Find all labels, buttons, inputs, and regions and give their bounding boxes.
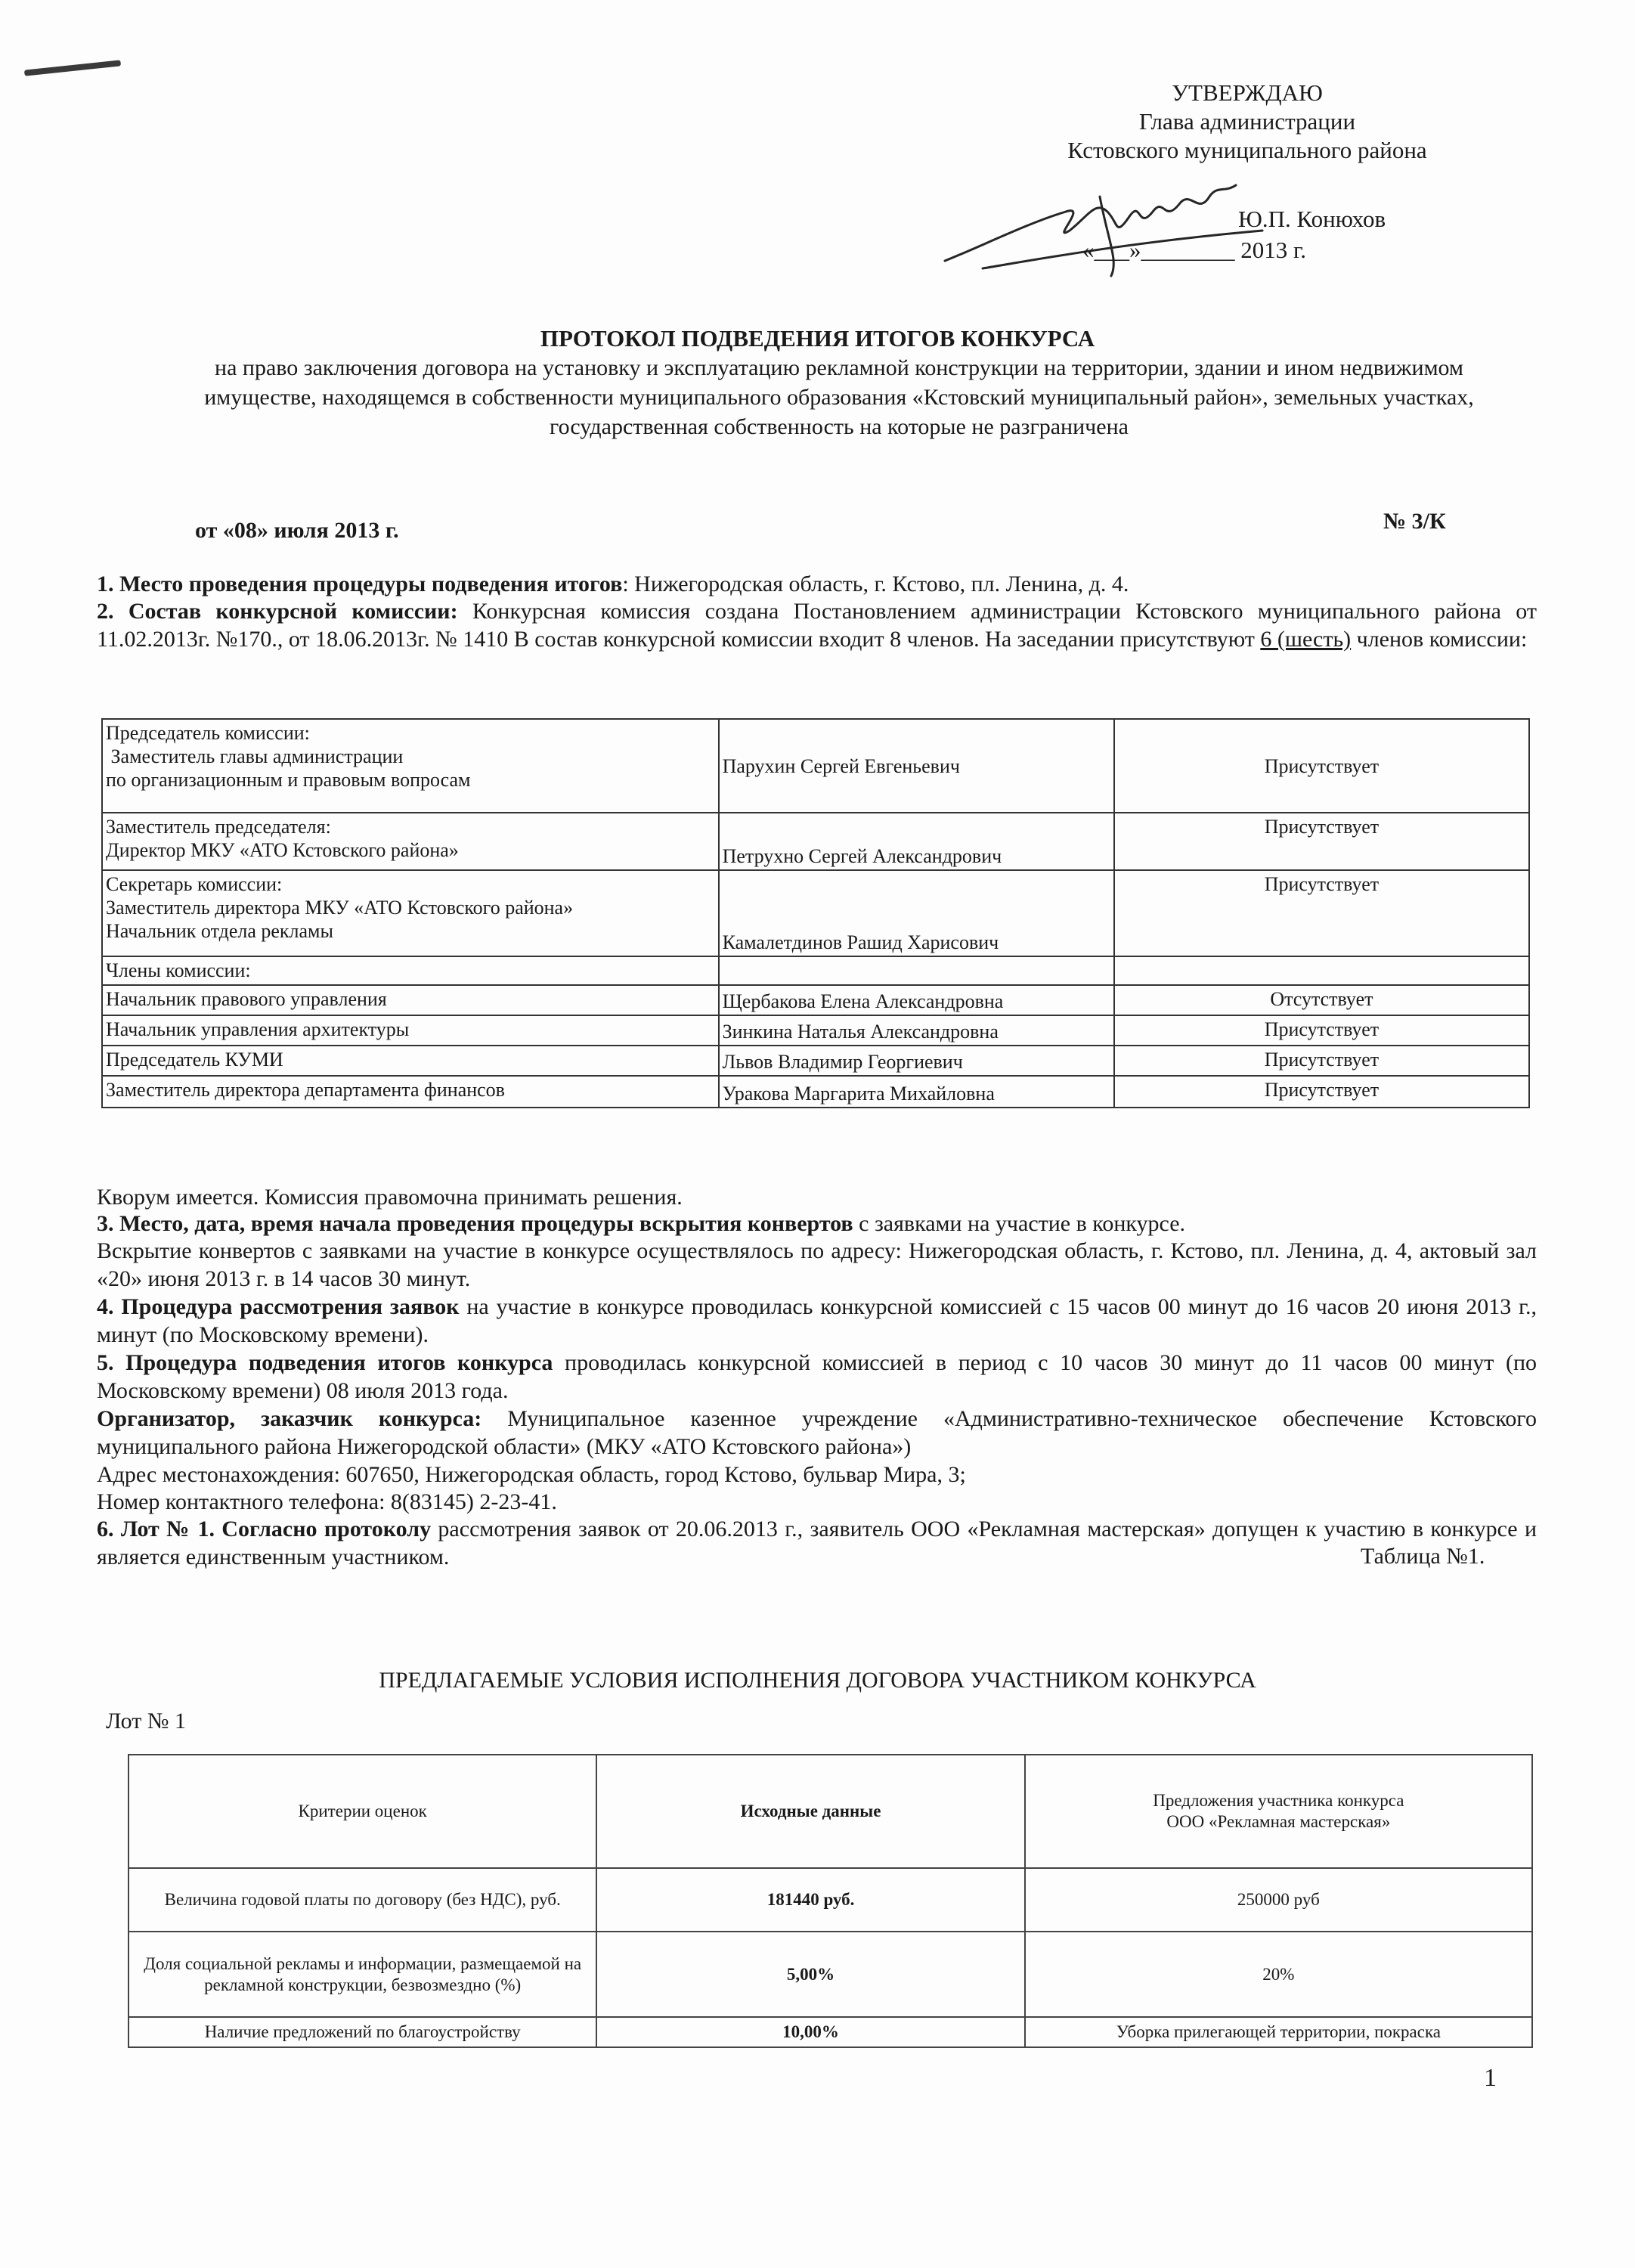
section-6-label: 6. Лот № 1. Согласно протоколу xyxy=(97,1517,432,1541)
commission-role xyxy=(102,1015,719,1046)
protocol-date: от «08» июля 2013 г. xyxy=(195,518,399,543)
quorum-text: Кворум имеется. Комиссия правомочна принимать решения. xyxy=(97,1185,683,1210)
commission-role xyxy=(102,813,719,870)
commission-member-name: Камалетдинов Рашид Харисович xyxy=(719,870,1114,956)
approval-date: «___»________ 2013 г. xyxy=(1082,237,1306,263)
criteria-initial: 181440 руб. xyxy=(596,1868,1024,1932)
commission-role-line: Председатель комиссии: xyxy=(106,722,310,744)
organizer-text: Муниципальное казенное учреждение «Административно-техническое обеспечение Кстовского муниципального района Нижегородской области» (МКУ «АТО Кстовского района») xyxy=(97,1406,1537,1459)
commission-role xyxy=(102,870,719,956)
commission-row xyxy=(102,956,1529,985)
commission-member-name: Зинкина Наталья Александровна xyxy=(719,1015,1114,1046)
section-1-label: 1. Место проведения процедуры подведения итогов xyxy=(97,572,623,596)
commission-member-name xyxy=(719,956,1114,985)
organizer-label: Организатор, заказчик конкурса: xyxy=(97,1406,482,1431)
commission-status xyxy=(1114,956,1529,985)
commission-member-name: Львов Владимир Георгиевич xyxy=(719,1046,1114,1076)
commission-status: Присутствует xyxy=(1114,1076,1529,1108)
commission-status: Присутствует xyxy=(1114,870,1529,956)
criteria-initial: 10,00% xyxy=(596,2017,1024,2047)
commission-row xyxy=(102,1046,1529,1076)
lot-label: Лот № 1 xyxy=(106,1709,186,1734)
present-count: 6 (шесть) xyxy=(1260,627,1352,652)
commission-role-line: Заместитель председателя: xyxy=(106,816,331,838)
section-4-text: на участие в конкурсе проводилась конкурсной комиссией с 15 часов 00 минут до 16 часов 20 июня 2013 г., минут (по Московскому времени). xyxy=(97,1294,1537,1347)
document-title: ПРОТОКОЛ ПОДВЕДЕНИЯ ИТОГОВ КОНКУРСА xyxy=(540,325,1095,352)
commission-status: Присутствует xyxy=(1114,1046,1529,1076)
commission-status: Присутствует xyxy=(1114,813,1529,870)
conditions-title: ПРЕДЛАГАЕМЫЕ УСЛОВИЯ ИСПОЛНЕНИЯ ДОГОВОРА УЧАСТНИКОМ КОНКУРСА xyxy=(379,1668,1256,1693)
approval-block xyxy=(937,79,1557,165)
table-reference: Таблица №1. xyxy=(1361,1544,1485,1569)
commission-role xyxy=(102,719,719,813)
criteria-header-3: Предложения участника конкурса ООО «Рекламная мастерская» xyxy=(1025,1755,1532,1868)
commission-role xyxy=(102,985,719,1015)
commission-member-name: Уракова Маргарита Михайловна xyxy=(719,1076,1114,1108)
section-3-text: с заявками на участие в конкурсе. xyxy=(853,1211,1186,1236)
signature-image xyxy=(937,170,1270,284)
section-3-details: Вскрытие конвертов с заявками на участие в конкурсе осуществлялось по адресу: Нижегородская область, г. Кстово, пл. Ленина, д. 4, актовый зал «20» июня 2013 г. в 14 часов 30 минут. xyxy=(97,1238,1537,1291)
commission-row xyxy=(102,985,1529,1015)
commission-role xyxy=(102,956,719,985)
commission-status: Присутствует xyxy=(1114,719,1529,813)
commission-row xyxy=(102,870,1529,956)
criteria-header-row xyxy=(129,1755,1532,1868)
section-2-text: Конкурсная комиссия создана Постановлением администрации Кстовского муниципального района от 11.02.2013г. №170., от 18.06.2013г. № 1410 В состав конкурсной комиссии входит 8 членов. На заседании присутствуют xyxy=(97,599,1537,652)
approve-heading: УТВЕРЖДАЮ xyxy=(1172,79,1323,106)
organizer-address: Адрес местонахождения: 607650, Нижегородская область, город Кстово, бульвар Мира, 3; xyxy=(97,1462,966,1487)
commission-role-line: Заместитель главы администрации xyxy=(106,745,404,767)
section-5 xyxy=(97,1349,1537,1405)
criteria-row xyxy=(129,2017,1532,2047)
section-2-label: 2. Состав конкурсной комиссии: xyxy=(97,599,458,624)
commission-role xyxy=(102,1046,719,1076)
section-3 xyxy=(97,1210,1537,1238)
commission-member-name: Щербакова Елена Александровна xyxy=(719,985,1114,1015)
approve-position2: Кстовского муниципального района xyxy=(1067,137,1427,163)
commission-role xyxy=(102,1076,719,1108)
section-5-text: проводилась конкурсной комиссией в период с 10 часов 30 минут до 11 часов 00 минут (по Московскому времени) 08 июля 2013 года. xyxy=(97,1350,1537,1403)
commission-role-line: Секретарь комиссии: xyxy=(106,873,283,895)
commission-role-line: по организационным и правовым вопросам xyxy=(106,769,471,791)
criteria-offer: 250000 руб xyxy=(1025,1868,1532,1932)
section-2 xyxy=(97,597,1537,653)
approve-position1: Глава администрации xyxy=(1138,108,1356,135)
commission-role-line: Заместитель директора МКУ «АТО Кстовского района» xyxy=(106,897,574,919)
section-3-label: 3. Место, дата, время начала проведения процедуры вскрытия конвертов xyxy=(97,1211,853,1236)
commission-status: Отсутствует xyxy=(1114,985,1529,1015)
scan-mark xyxy=(24,60,121,76)
commission-role-line: Председатель КУМИ xyxy=(106,1049,283,1070)
commission-table xyxy=(101,718,1530,1108)
criteria-name: Доля социальной рекламы и информации, размещаемой на рекламной конструкции, безвозмездно (%) xyxy=(129,1932,596,2017)
commission-row xyxy=(102,1076,1529,1108)
commission-role-line: Члены комиссии: xyxy=(106,959,251,981)
organizer-phone: Номер контактного телефона: 8(83145) 2-23-41. xyxy=(97,1489,557,1514)
criteria-initial: 5,00% xyxy=(596,1932,1024,2017)
commission-role-line: Начальник правового управления xyxy=(106,988,387,1010)
criteria-offer: 20% xyxy=(1025,1932,1532,2017)
commission-row xyxy=(102,1015,1529,1046)
commission-role-line: Заместитель директора департамента финансов xyxy=(106,1079,505,1101)
criteria-header-2: Исходные данные xyxy=(596,1755,1024,1868)
criteria-name: Величина годовой платы по договору (без НДС), руб. xyxy=(129,1868,596,1932)
section-6 xyxy=(97,1515,1537,1571)
commission-role-line: Директор МКУ «АТО Кстовского района» xyxy=(106,839,459,861)
section-2-tail: членов комиссии: xyxy=(1351,627,1528,652)
commission-row xyxy=(102,813,1529,870)
protocol-number: № 3/К xyxy=(1383,509,1446,534)
criteria-row xyxy=(129,1932,1532,2017)
document-subtitle: на право заключения договора на установку и эксплуатацию рекламной конструкции на территории, здании и ином недвижимом имуществе, находящемся в собственности муниципального образования «Кстовский муниципальный район», земельных участках, государственная собственность на которые не разграничена xyxy=(204,355,1474,439)
commission-member-name: Парухин Сергей Евгеньевич xyxy=(719,719,1114,813)
criteria-header-1: Критерии оценок xyxy=(129,1755,596,1868)
section-6-text: рассмотрения заявок от 20.06.2013 г., заявитель ООО «Рекламная мастерская» допущен к участию в конкурсе и является единственным участником. xyxy=(97,1517,1537,1569)
page-number: 1 xyxy=(1484,2064,1497,2092)
section-4-label: 4. Процедура рассмотрения заявок xyxy=(97,1294,460,1319)
section-4 xyxy=(97,1293,1537,1349)
criteria-table xyxy=(128,1754,1533,2048)
commission-row xyxy=(102,719,1529,813)
section-5-label: 5. Процедура подведения итогов конкурса xyxy=(97,1350,553,1375)
criteria-offer: Уборка прилегающей территории, покраска xyxy=(1025,2017,1532,2047)
criteria-name: Наличие предложений по благоустройству xyxy=(129,2017,596,2047)
criteria-row xyxy=(129,1868,1532,1932)
signatory-name: Ю.П. Конюхов xyxy=(1238,206,1386,232)
organizer xyxy=(97,1405,1537,1461)
section-1 xyxy=(97,570,1537,598)
commission-status: Присутствует xyxy=(1114,1015,1529,1046)
commission-role-line: Начальник управления архитектуры xyxy=(106,1018,410,1040)
section-1-text: : Нижегородская область, г. Кстово, пл. Ленина, д. 4. xyxy=(622,572,1129,596)
commission-member-name: Петрухно Сергей Александрович xyxy=(719,813,1114,870)
commission-role-line: Начальник отдела рекламы xyxy=(106,920,333,942)
